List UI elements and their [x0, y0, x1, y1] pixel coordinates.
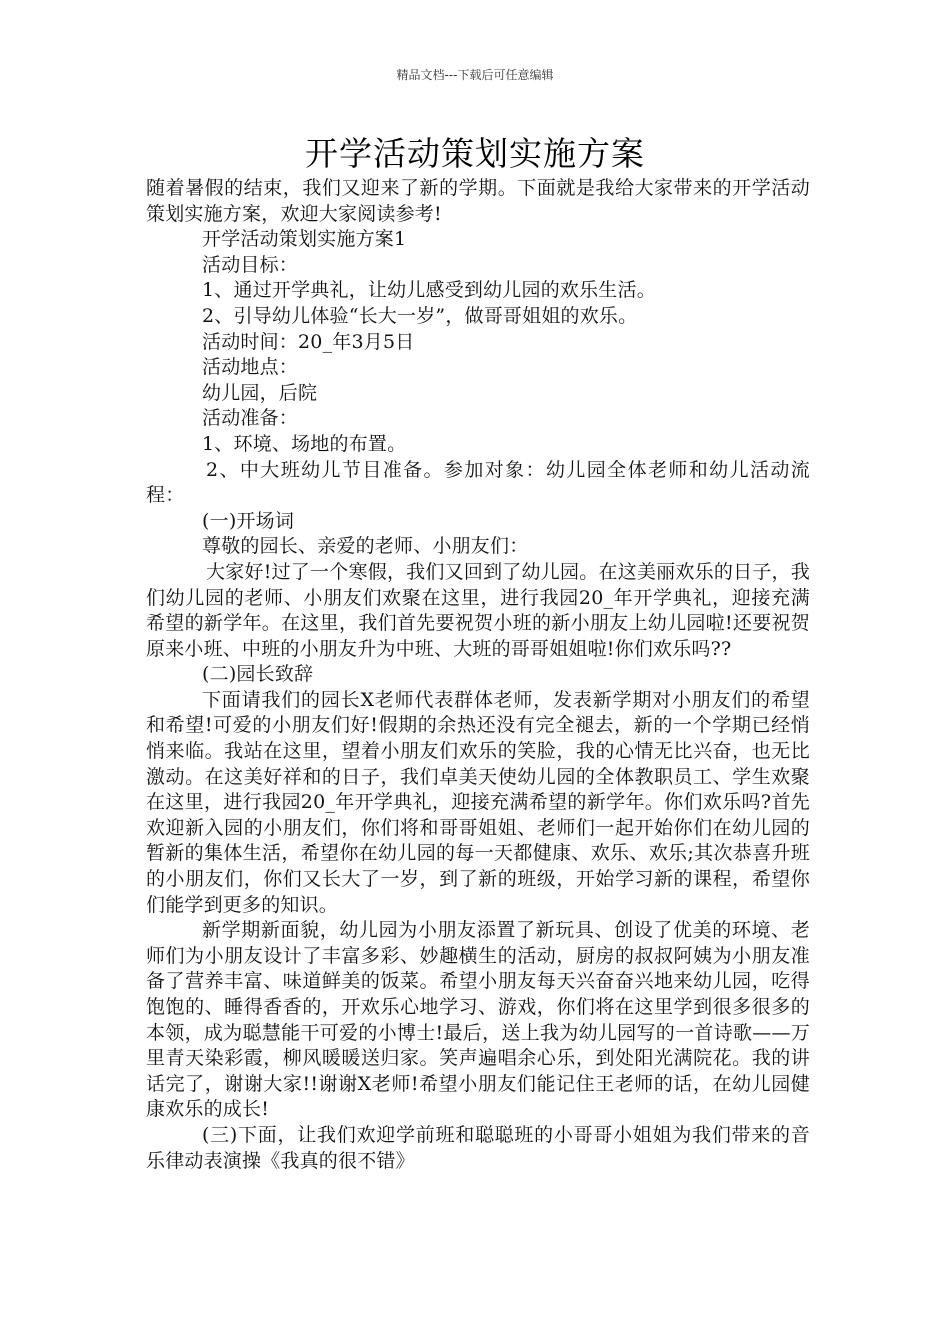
- page-header: 精品文档---下载后可任意编辑: [396, 68, 554, 82]
- section-heading: (一)开场词: [202, 509, 295, 532]
- paragraph: 2、中大班幼儿节目准备。参加对象：幼儿园全体老师和幼儿活动流程：: [146, 458, 810, 507]
- paragraph: 1、环境、场地的布置。: [202, 432, 407, 455]
- paragraph: 活动准备：: [202, 407, 299, 430]
- paragraph: 幼儿园，后院: [202, 381, 318, 404]
- paragraph: 大家好!过了一个寒假，我们又回到了幼儿园。在这美丽欢乐的日子，我们幼儿园的老师、小朋友们欢聚在这里，进行我园20_年开学典礼，迎接充满希望的新学年。在这里，我们首先要祝贺小班的新小朋友上幼儿园啦!还要祝贺原来小班、中班的小朋友升为中班、大班的哥哥姐姐啦!你们欢乐吗??: [146, 560, 810, 660]
- paragraph: 2、引导幼儿体验“长大一岁”，做哥哥姐姐的欢乐。: [202, 304, 638, 327]
- paragraph: 下面请我们的园长X老师代表群体老师，发表新学期对小朋友们的希望和希望!可爱的小朋友们好!假期的余热还没有完全褪去，新的一个学期已经悄悄来临。我站在这里，望着小朋友们欢乐的笑脸，我的心情无比兴奋，也无比激动。在这美好祥和的日子，我们卓美天使幼儿园的全体教职员工、学生欢聚在这里，进行我园20_年开学典礼，迎接充满希望的新学年。你们欢乐吗?首先欢迎新入园的小朋友们，你们将和哥哥姐姐、老师们一起开始你们在幼儿园的暂新的集体生活，希望你在幼儿园的每一天都健康、欢乐、欢乐;其次恭喜升班的小朋友们，你们又长大了一岁，到了新的班级，开始学习新的课程，希望你们能学到更多的知识。: [146, 688, 810, 916]
- paragraph: (三)下面，让我们欢迎学前班和聪聪班的小哥哥小姐姐为我们带来的音乐律动表演操《我真的很不错》: [146, 1123, 810, 1172]
- paragraph: 活动时间：20_年3月5日: [202, 330, 415, 353]
- paragraph: 随着暑假的结束，我们又迎来了新的学期。下面就是我给大家带来的开学活动策划实施方案，欢迎大家阅读参考!: [146, 177, 810, 225]
- document-title: 开学活动策划实施方案: [305, 134, 645, 173]
- paragraph: 活动地点：: [202, 356, 299, 379]
- paragraph: 1、通过开学典礼，让幼儿感受到幼儿园的欢乐生活。: [202, 279, 656, 302]
- paragraph: 活动目标：: [202, 253, 299, 276]
- paragraph: 开学活动策划实施方案1: [202, 228, 407, 251]
- document-body: [146, 176, 810, 1174]
- paragraph: 尊敬的园长、亲爱的老师、小朋友们：: [202, 535, 529, 558]
- paragraph: 新学期新面貌，幼儿园为小朋友添置了新玩具、创设了优美的环境、老师们为小朋友设计了丰富多彩、妙趣横生的活动，厨房的叔叔阿姨为小朋友准备了营养丰富、味道鲜美的饭菜。希望小朋友每天兴奋奋兴地来幼儿园，吃得饱饱的、睡得香香的，开欢乐心地学习、游戏，你们将在这里学到很多很多的本领，成为聪慧能干可爱的小博士!最后，送上我为幼儿园写的一首诗歌——万里青天染彩霞，柳风暖暖送归家。笑声遍唱余心乐，到处阳光满院花。我的讲话完了，谢谢大家!!谢谢X老师!希望小朋友们能记住王老师的话，在幼儿园健康欢乐的成长!: [146, 919, 810, 1121]
- section-heading: (二)园长致辞: [202, 663, 314, 686]
